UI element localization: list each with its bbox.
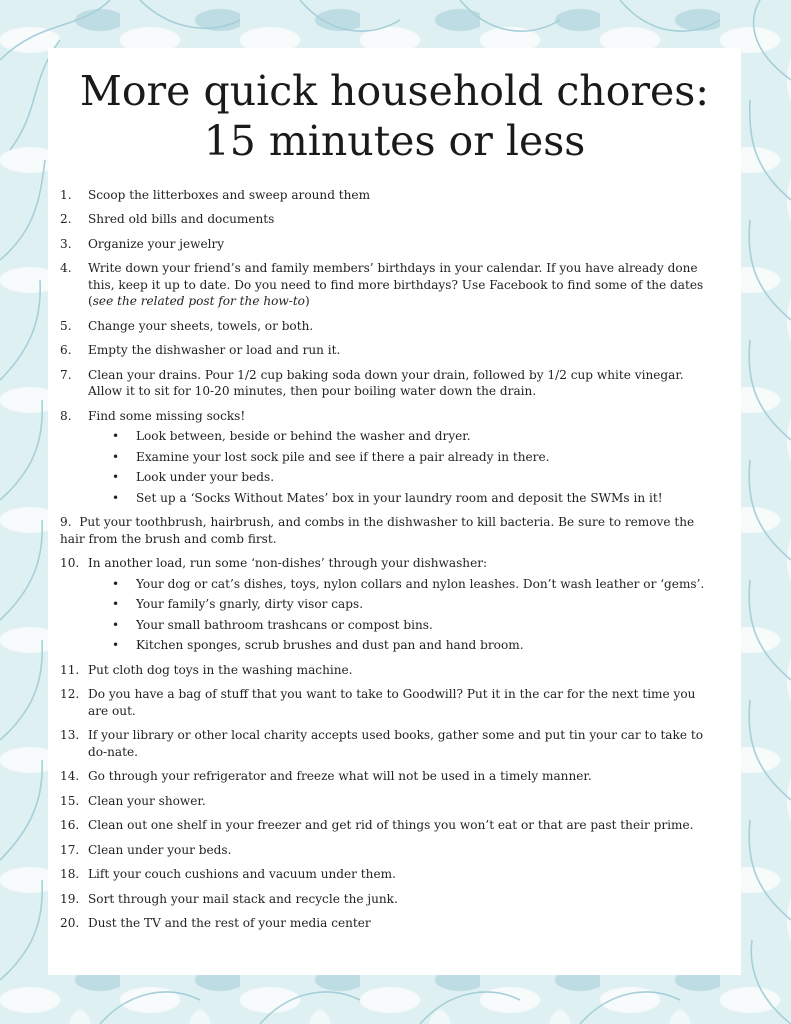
sub-list-item: • Look between, beside or behind the washer and dryer. [108, 428, 719, 445]
list-item: 15. Clean your shower. [60, 793, 206, 808]
sub-list-item: • Examine your lost sock pile and see if there a pair already in there. [108, 449, 719, 466]
list-item: 18. Lift your couch cushions and vacuum under them. [60, 867, 396, 882]
sub-list-item: • Set up a ‘Socks Without Mates’ box in your laundry room and deposit the SWMs in it! [108, 490, 719, 507]
sub-list-item: • Your small bathroom trashcans or compost bins. [108, 617, 719, 634]
list-item: 4. Write down your friend’s and family members’ birthdays in your calendar. If you have already done this, keep it up to date. Do you need to find more birthdays? Use Facebook to find some of the dates (see the related post for the how-to) [60, 261, 704, 309]
list-item: 9. Put your toothbrush, hairbrush, and combs in the dishwasher to kill bacteria. Be sure to remove the hair from the brush and comb first. [60, 515, 695, 546]
sub-list-item: • Look under your beds. [108, 469, 719, 486]
chore-list [48, 187, 741, 932]
list-item: 14. Go through your refrigerator and freeze what will not be used in a timely manner. [60, 769, 592, 784]
title-line-2: 15 minutes or less [203, 117, 586, 166]
list-item: 10. In another load, run some ‘non-dishes’ through your dishwasher: • Your dog or cat’s dishes, toys, nylon collars and nylon leashes. Don’t wash leather or ‘gems’. • Your family’s gnarly, dirty visor caps. • Your small bathroom trashcans or compost bins. • Kitchen sponges, scrub brushes and dust pan and hand broom. [60, 555, 719, 654]
title-line-1: More quick household chores: [79, 67, 710, 115]
sub-list-item: • Kitchen sponges, scrub brushes and dust pan and hand broom. [108, 637, 719, 654]
sub-list-item: • Your dog or cat’s dishes, toys, nylon collars and nylon leashes. Don’t wash leather or ‘gems’. [108, 576, 719, 593]
page-title [48, 66, 741, 167]
list-item: 11. Put cloth dog toys in the washing machine. [60, 662, 353, 677]
list-item: 16. Clean out one shelf in your freezer and get rid of things you won’t eat or that are past their prime. [60, 818, 694, 833]
content-panel [48, 48, 741, 975]
sub-list-item: • Your family’s gnarly, dirty visor caps. [108, 596, 719, 613]
list-item: 5. Change your sheets, towels, or both. [60, 318, 314, 333]
list-item: 8. Find some missing socks! • Look between, beside or behind the washer and dryer. • Examine your lost sock pile and see if there a pair already in there. • Look under your beds. • Set up a ‘Socks Without Mates’ box in your laundry room and deposit the SWMs in it! [60, 408, 719, 507]
italic-note: see the related post for the how-to [92, 294, 305, 309]
list-item: 13. If your library or other local charity accepts used books, gather some and put tin your car to take to do-nate. [60, 728, 703, 759]
list-item: 7. Clean your drains. Pour 1/2 cup baking soda down your drain, followed by 1/2 cup white vinegar. Allow it to sit for 10-20 minutes, then pour boiling water down the drain. [60, 367, 684, 399]
list-item: 3. Organize your jewelry [60, 236, 225, 251]
list-item: 6. Empty the dishwasher or load and run it. [60, 343, 341, 358]
list-item: 19. Sort through your mail stack and recycle the junk. [60, 891, 398, 906]
list-item: 12. Do you have a bag of stuff that you want to take to Goodwill? Put it in the car for the next time you are out. [60, 687, 696, 718]
list-item: 20. Dust the TV and the rest of your media center [60, 916, 371, 931]
list-item: 2. Shred old bills and documents [60, 212, 275, 227]
list-item: 17. Clean under your beds. [60, 842, 232, 857]
sub-list [88, 428, 719, 506]
sub-list [88, 576, 719, 654]
list-item: 1. Scoop the litterboxes and sweep around them [60, 187, 371, 202]
